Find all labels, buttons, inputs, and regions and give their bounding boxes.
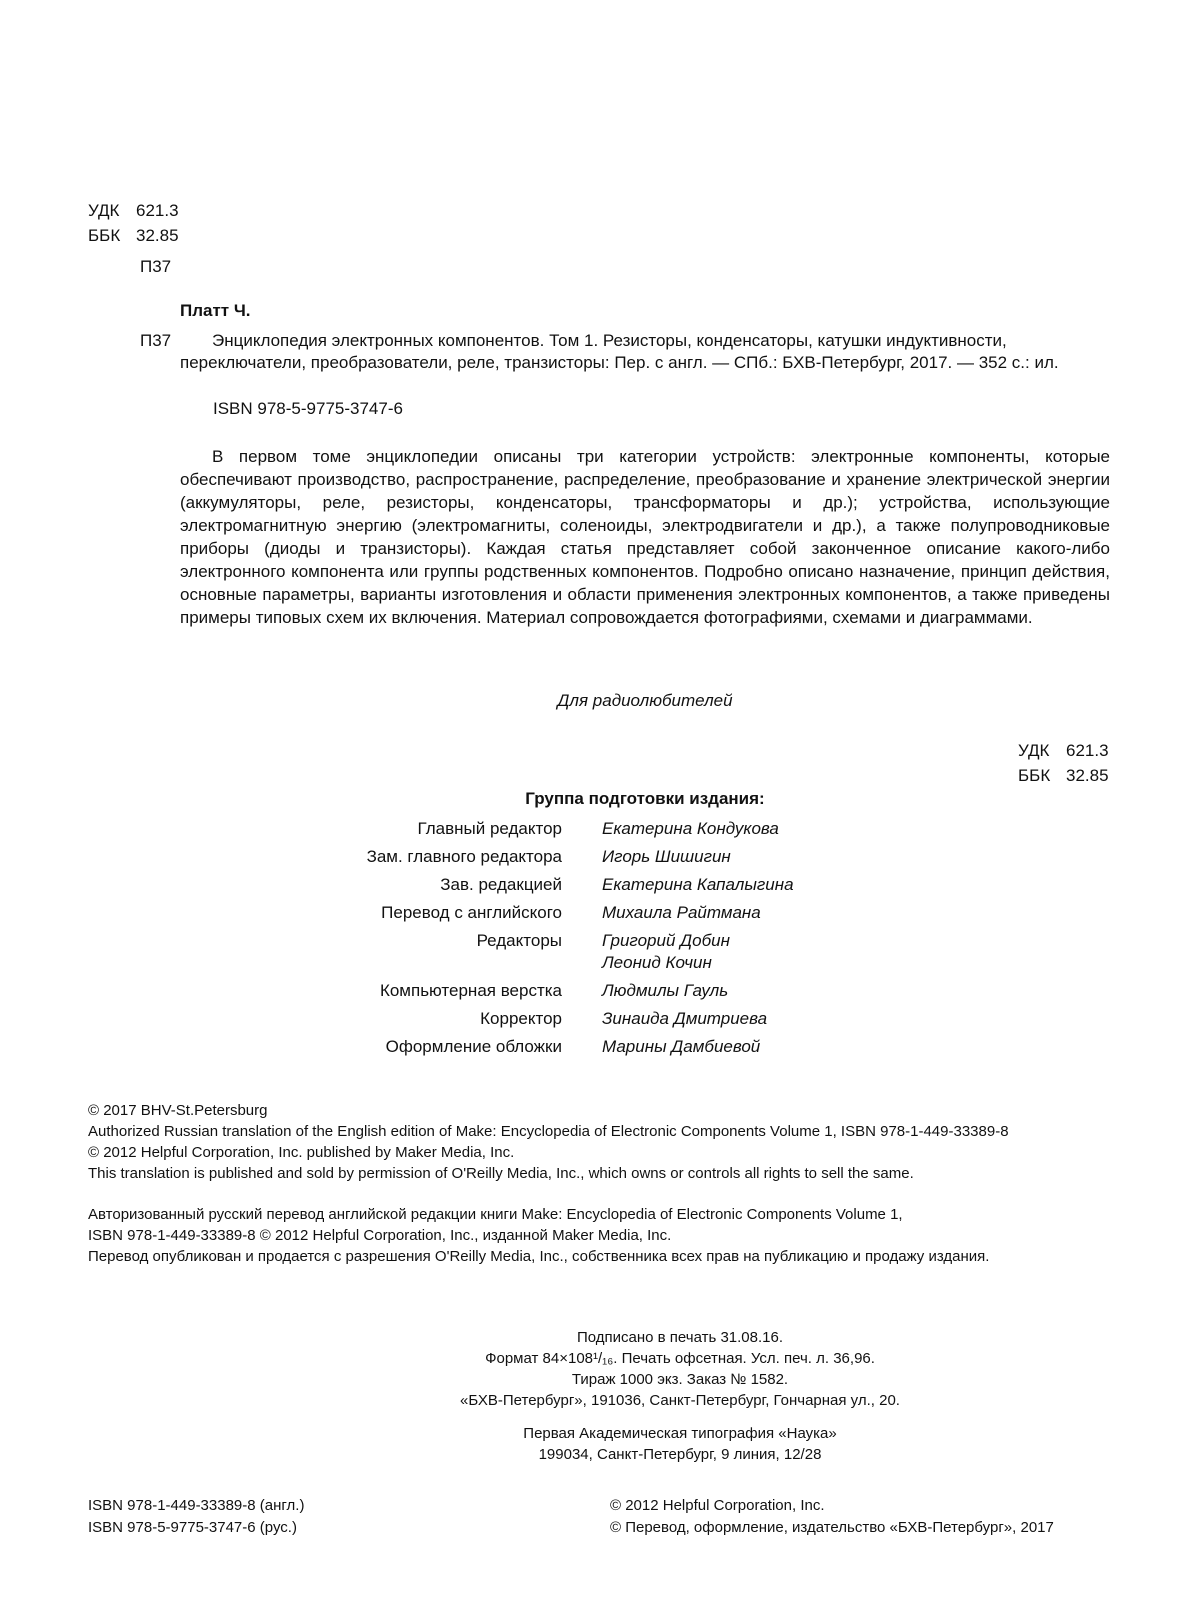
staff-list: [300, 818, 860, 1064]
author-name: Платт Ч.: [180, 301, 251, 320]
imprint-line: Подписано в печать 31.08.16.: [576, 1329, 784, 1346]
bbk-row: [88, 225, 179, 250]
staff-role: Корректор: [480, 1009, 562, 1028]
staff-name: Григорий Добин: [602, 931, 730, 950]
bbk-row-right: [1018, 765, 1109, 790]
annotation-text: В первом томе энциклопедии описаны три категории устройств: электронные компоненты, которые обеспечивают производство, распространение, распределение, преобразование и хранение электрической энергии (аккумуляторы, реле, резисторы, конденсаторы, трансформаторы и др.); устройства, использующие электромагнитную энергию (электромагниты, соленоиды, электродвигатели и др.), а также полупроводниковые приборы (диоды и транзисторы). Каждая статья представляет собой законченное описание какого-либо электронного компонента или группы родственных компонентов. Подробно описано назначение, принцип действия, основные параметры, варианты изготовления и области применения электронных компонентов, а также приведены примеры типовых схем их включения. Материал сопровождается фотографиями, схемами и диаграммами.: [180, 447, 1110, 627]
footer-isbn: ISBN 978-5-9775-3747-6 (рус.): [88, 1519, 297, 1536]
staff-row: [300, 818, 860, 840]
staff-row: [300, 1036, 860, 1058]
staff-names: [602, 874, 794, 896]
staff-names: [602, 1036, 760, 1058]
staff-names: [602, 1008, 767, 1030]
imprint-line: Формат 84×108¹/₁₆. Печать офсетная. Усл. печ. л. 36,96.: [485, 1350, 875, 1367]
bibliographic-entry: [180, 330, 1110, 374]
footer-isbn: ISBN 978-1-449-33389-8 (англ.): [88, 1497, 305, 1514]
staff-name: Екатерина Кондукова: [602, 819, 779, 838]
staff-names: [602, 930, 730, 974]
footer-copyrights: [610, 1495, 1054, 1539]
entry-line-2: переключатели, преобразователи, реле, транзисторы: Пер. с англ. — СПб.: БХВ-Петербург, 2017. — 352 с.: ил.: [180, 353, 1059, 372]
copyright-en-line: © 2017 BHV-St.Petersburg: [88, 1102, 268, 1119]
staff-row: [300, 1008, 860, 1030]
udk-value: 621.3: [136, 201, 179, 220]
staff-role: Редакторы: [476, 931, 562, 950]
isbn-main: ISBN 978-5-9775-3747-6: [213, 399, 403, 418]
staff-role: Оформление обложки: [385, 1037, 562, 1056]
bbk-value-right: 32.85: [1066, 766, 1109, 785]
footer-copyright: © 2012 Helpful Corporation, Inc.: [610, 1497, 825, 1514]
copyright-notices: [88, 1100, 1188, 1267]
entry-line-1: Энциклопедия электронных компонентов. Том 1. Резисторы, конденсаторы, катушки индуктивности,: [212, 331, 1007, 350]
staff-names: [602, 846, 731, 868]
udk-row: [88, 200, 179, 225]
author-code-top: П37: [140, 257, 172, 276]
staff-role: Зам. главного редактора: [366, 847, 562, 866]
staff-names: [602, 902, 761, 924]
copyright-ru-line: Перевод опубликован и продается с разрешения O'Reilly Media, Inc., собственника всех прав на публикацию и продажу издания.: [88, 1248, 990, 1265]
footer-copyright: © Перевод, оформление, издательство «БХВ-Петербург», 2017: [610, 1519, 1054, 1536]
copyright-en-line: Authorized Russian translation of the English edition of Make: Encyclopedia of Electronic Components Volume 1, ISBN 978-1-449-33389-8: [88, 1123, 1009, 1140]
imprint-line: Тираж 1000 экз. Заказ № 1582.: [571, 1371, 789, 1388]
udk-label-right: УДК: [1018, 741, 1050, 760]
udk-label: УДК: [88, 201, 120, 220]
staff-role: Компьютерная верстка: [379, 981, 562, 1000]
staff-row: [300, 846, 860, 868]
udk-row-right: [1018, 740, 1109, 765]
staff-role: Зав. редакцией: [440, 875, 562, 894]
annotation: [180, 445, 1110, 629]
right-classification-codes: [1018, 740, 1109, 790]
staff-row: [300, 874, 860, 896]
staff-row: [300, 980, 860, 1002]
printer-line: 199034, Санкт-Петербург, 9 линия, 12/28: [538, 1446, 822, 1463]
imprint-line: «БХВ-Петербург», 191036, Санкт-Петербург, Гончарная ул., 20.: [460, 1392, 900, 1409]
audience-label: Для радиолюбителей: [557, 691, 733, 710]
staff-role: Перевод с английского: [381, 903, 562, 922]
udk-value-right: 621.3: [1066, 741, 1109, 760]
printer-line: Первая Академическая типография «Наука»: [523, 1425, 837, 1442]
bbk-value: 32.85: [136, 226, 179, 245]
copyright-ru-line: ISBN 978-1-449-33389-8 © 2012 Helpful Corporation, Inc., изданной Maker Media, Inc.: [88, 1227, 672, 1244]
copyright-en-line: © 2012 Helpful Corporation, Inc. published by Maker Media, Inc.: [88, 1144, 515, 1161]
footer-isbns: [88, 1495, 304, 1539]
staff-name: Марины Дамбиевой: [602, 1037, 761, 1056]
staff-name: Игорь Шишигин: [602, 847, 731, 866]
staff-row: [300, 930, 860, 974]
bbk-label-right: ББК: [1018, 766, 1051, 785]
staff-name: Екатерина Капалыгина: [602, 875, 794, 894]
copyright-ru-line: Авторизованный русский перевод английской редакции книги Make: Encyclopedia of Electronic Components Volume 1,: [88, 1206, 903, 1223]
staff-role: Главный редактор: [417, 819, 562, 838]
copyright-en-line: This translation is published and sold by permission of O'Reilly Media, Inc., which owns or controls all rights to sell the same.: [88, 1165, 914, 1182]
staff-names: [602, 980, 728, 1002]
top-classification-codes: [88, 200, 179, 250]
staff-name: Леонид Кочин: [602, 953, 712, 972]
imprint: [180, 1327, 1180, 1465]
staff-name: Михаила Райтмана: [602, 903, 761, 922]
entry-code: П37: [140, 331, 172, 350]
group-title: Группа подготовки издания:: [525, 789, 765, 808]
staff-name: Зинаида Дмитриева: [602, 1009, 768, 1028]
bbk-label: ББК: [88, 226, 121, 245]
staff-row: [300, 902, 860, 924]
staff-names: [602, 818, 779, 840]
staff-name: Людмилы Гауль: [602, 981, 729, 1000]
